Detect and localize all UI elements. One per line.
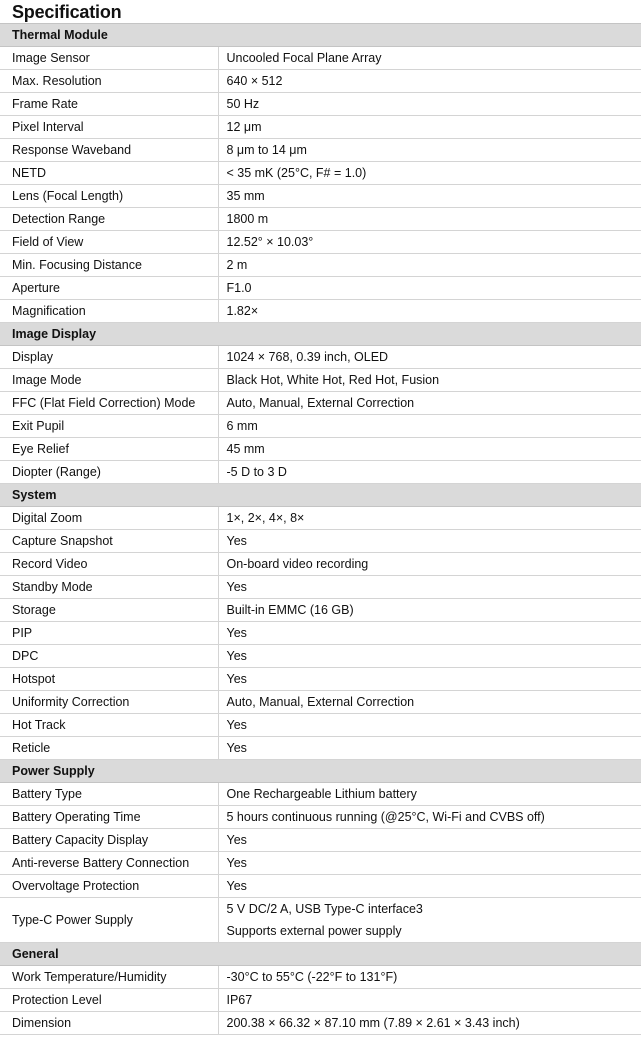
spec-label: Response Waveband [0, 139, 218, 162]
table-row [0, 277, 641, 300]
spec-label: Lens (Focal Length) [0, 185, 218, 208]
spec-value: Yes [218, 576, 641, 599]
spec-label: Image Sensor [0, 47, 218, 70]
spec-label: Diopter (Range) [0, 461, 218, 484]
table-row [0, 714, 641, 737]
spec-value: F1.0 [218, 277, 641, 300]
spec-value: One Rechargeable Lithium battery [218, 783, 641, 806]
table-row [0, 599, 641, 622]
spec-label: Record Video [0, 553, 218, 576]
spec-value: 1.82× [218, 300, 641, 323]
spec-label: Capture Snapshot [0, 530, 218, 553]
table-row [0, 139, 641, 162]
spec-label: PIP [0, 622, 218, 645]
table-row [0, 806, 641, 829]
spec-value: Built-in EMMC (16 GB) [218, 599, 641, 622]
spec-label: NETD [0, 162, 218, 185]
table-row [0, 70, 641, 93]
spec-value: Yes [218, 622, 641, 645]
table-row [0, 875, 641, 898]
table-row [0, 231, 641, 254]
spec-value: 200.38 × 66.32 × 87.10 mm (7.89 × 2.61 × 3.43 inch) [218, 1012, 641, 1035]
spec-value: 1800 m [218, 208, 641, 231]
spec-value: 5 hours continuous running (@25°C, Wi-Fi and CVBS off) [218, 806, 641, 829]
table-row [0, 645, 641, 668]
spec-label: Max. Resolution [0, 70, 218, 93]
spec-value: Yes [218, 737, 641, 760]
spec-value: Auto, Manual, External Correction [218, 392, 641, 415]
spec-value-line: 5 V DC/2 A, USB Type-C interface3 [226, 902, 423, 916]
spec-value: Black Hot, White Hot, Red Hot, Fusion [218, 369, 641, 392]
table-row [0, 415, 641, 438]
table-row [0, 162, 641, 185]
table-row [0, 392, 641, 415]
table-row [0, 300, 641, 323]
spec-label: Battery Type [0, 783, 218, 806]
spec-label: Digital Zoom [0, 507, 218, 530]
spec-value: Auto, Manual, External Correction [218, 691, 641, 714]
spec-label: Dimension [0, 1012, 218, 1035]
table-row [0, 737, 641, 760]
spec-label: Protection Level [0, 989, 218, 1012]
spec-value: Yes [218, 852, 641, 875]
spec-label: Work Temperature/Humidity [0, 966, 218, 989]
spec-label: Display [0, 346, 218, 369]
spec-label: Anti-reverse Battery Connection [0, 852, 218, 875]
table-row [0, 208, 641, 231]
spec-value: Yes [218, 714, 641, 737]
spec-value: -30°C to 55°C (-22°F to 131°F) [218, 966, 641, 989]
table-row [0, 507, 641, 530]
spec-label: Min. Focusing Distance [0, 254, 218, 277]
table-row [0, 989, 641, 1012]
table-row [0, 185, 641, 208]
spec-value: 12 μm [218, 116, 641, 139]
spec-value: 50 Hz [218, 93, 641, 116]
table-row [0, 438, 641, 461]
section-header-row [0, 24, 641, 47]
spec-value: Yes [218, 530, 641, 553]
spec-table [0, 23, 641, 1035]
spec-value: 35 mm [218, 185, 641, 208]
spec-label: Frame Rate [0, 93, 218, 116]
section-header-row [0, 323, 641, 346]
table-row [0, 898, 641, 943]
spec-value: Yes [218, 829, 641, 852]
spec-value: 6 mm [218, 415, 641, 438]
spec-label: Reticle [0, 737, 218, 760]
spec-label: Hot Track [0, 714, 218, 737]
section-header-row [0, 760, 641, 783]
spec-value-line: Supports external power supply [226, 924, 402, 938]
spec-label: Image Mode [0, 369, 218, 392]
spec-value: 2 m [218, 254, 641, 277]
spec-value: < 35 mK (25°C, F# = 1.0) [218, 162, 641, 185]
spec-value: Uncooled Focal Plane Array [218, 47, 641, 70]
table-row [0, 576, 641, 599]
spec-label: Aperture [0, 277, 218, 300]
spec-value: Yes [218, 875, 641, 898]
section-title: General [0, 943, 641, 966]
spec-value: On-board video recording [218, 553, 641, 576]
spec-value: 640 × 512 [218, 70, 641, 93]
table-row [0, 461, 641, 484]
table-row [0, 93, 641, 116]
section-title: Thermal Module [0, 24, 641, 47]
spec-label: Battery Capacity Display [0, 829, 218, 852]
spec-value: 1024 × 768, 0.39 inch, OLED [218, 346, 641, 369]
spec-value: IP67 [218, 989, 641, 1012]
spec-value: 12.52° × 10.03° [218, 231, 641, 254]
spec-label: FFC (Flat Field Correction) Mode [0, 392, 218, 415]
section-title: Image Display [0, 323, 641, 346]
section-header-row [0, 484, 641, 507]
spec-value: Yes [218, 668, 641, 691]
spec-label: Battery Operating Time [0, 806, 218, 829]
table-row [0, 829, 641, 852]
spec-value: Yes [218, 645, 641, 668]
spec-label: Exit Pupil [0, 415, 218, 438]
spec-label: Eye Relief [0, 438, 218, 461]
spec-label: Uniformity Correction [0, 691, 218, 714]
table-row [0, 1012, 641, 1035]
spec-value: 45 mm [218, 438, 641, 461]
spec-label: Standby Mode [0, 576, 218, 599]
table-row [0, 530, 641, 553]
table-row [0, 254, 641, 277]
section-header-row [0, 943, 641, 966]
spec-label: Type-C Power Supply [0, 898, 218, 943]
table-row [0, 691, 641, 714]
table-row [0, 346, 641, 369]
spec-label: Field of View [0, 231, 218, 254]
spec-label: Hotspot [0, 668, 218, 691]
table-row [0, 966, 641, 989]
spec-label: Pixel Interval [0, 116, 218, 139]
spec-value [218, 898, 641, 943]
table-row [0, 783, 641, 806]
spec-label: Storage [0, 599, 218, 622]
page-title: Specification [12, 2, 122, 22]
spec-label: Detection Range [0, 208, 218, 231]
table-row [0, 668, 641, 691]
spec-label: Magnification [0, 300, 218, 323]
spec-label: DPC [0, 645, 218, 668]
table-row [0, 369, 641, 392]
table-row [0, 852, 641, 875]
section-title: System [0, 484, 641, 507]
table-row [0, 553, 641, 576]
spec-value: -5 D to 3 D [218, 461, 641, 484]
spec-value: 8 μm to 14 μm [218, 139, 641, 162]
spec-label: Overvoltage Protection [0, 875, 218, 898]
spec-table-body [0, 24, 641, 1035]
table-row [0, 622, 641, 645]
table-row [0, 116, 641, 139]
section-title: Power Supply [0, 760, 641, 783]
spec-value: 1×, 2×, 4×, 8× [218, 507, 641, 530]
table-row [0, 47, 641, 70]
